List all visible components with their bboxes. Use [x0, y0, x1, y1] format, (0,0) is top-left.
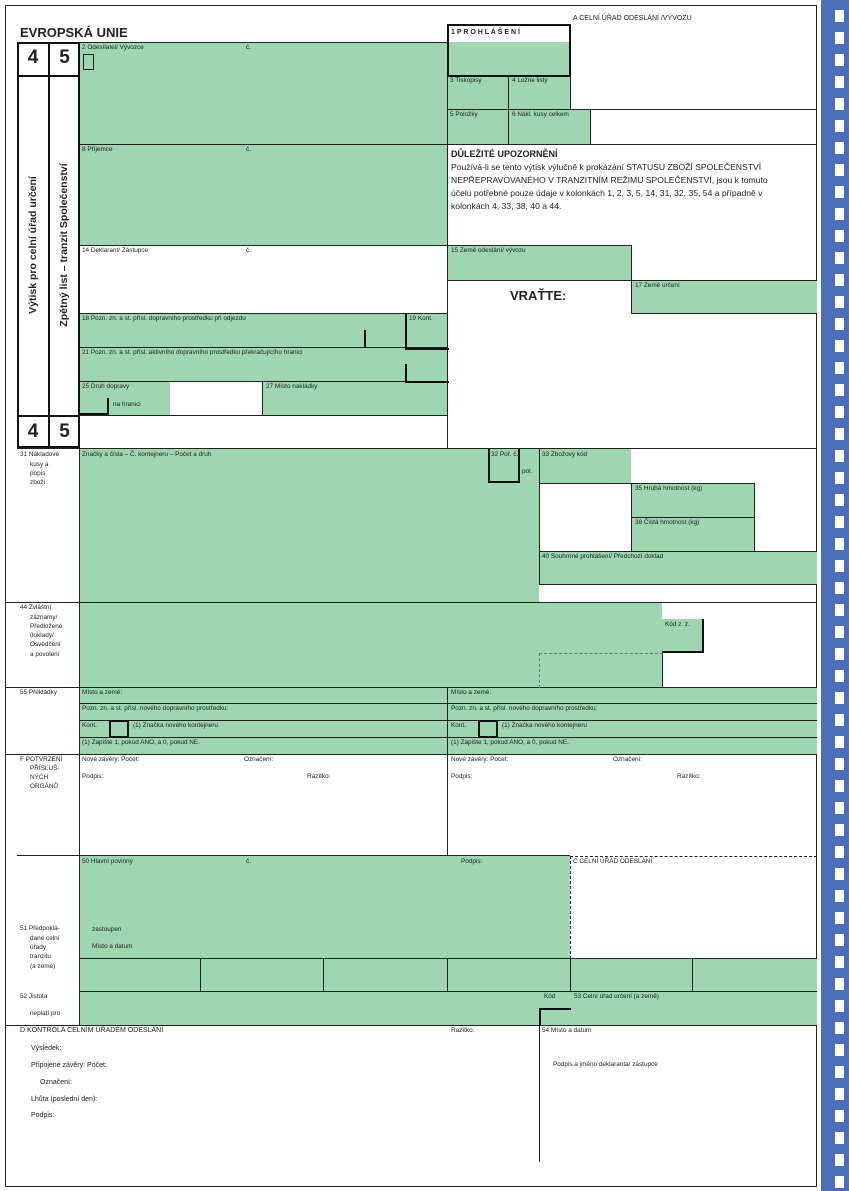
box-31-label: popis: [30, 470, 46, 477]
notice-line: Používá-li se tento výtisk výlučně k prokázání STATUSU ZBOŽÍ SPOLEČENSTVÍ: [451, 162, 762, 172]
box-17-label: 17 Země určení: [635, 282, 680, 289]
binding-hole: [835, 714, 844, 726]
box-44-label: a povolení: [30, 651, 60, 658]
box-c-label: C CELNÍ ÚŘAD ODESLÁNÍ: [573, 858, 653, 865]
binding-hole: [835, 472, 844, 484]
box-51-label: dané celní: [30, 935, 60, 942]
binding-hole: [835, 912, 844, 924]
binding-hole: [835, 1154, 844, 1166]
box-50-represented: zastoupen: [92, 926, 122, 933]
box-14-label: 14 Deklarant/ Zástupce: [82, 247, 149, 254]
declaration-title: 1 P R O H L Á Š E N Í: [451, 29, 520, 36]
binding-hole: [835, 428, 844, 440]
binding-hole: [835, 340, 844, 352]
box-18-label: 18 Pozn. zn. a st. přísl. dopravního prostředku při odjezdu: [82, 315, 246, 322]
box-53-label: 53 Celní úřad určení (a země): [574, 993, 659, 1000]
f-title: PŘÍSLUŠ-: [30, 765, 60, 772]
binding-hole: [835, 824, 844, 836]
f-title: NÝCH: [30, 774, 49, 781]
box-52-field[interactable]: [79, 992, 817, 1025]
box-8-field[interactable]: [79, 145, 447, 245]
binding-hole: [835, 362, 844, 374]
copy-number-5-bottom: 5: [59, 421, 70, 442]
binding-hole: [835, 582, 844, 594]
box-8-label: 8 Příjemce: [82, 146, 113, 153]
binding-hole: [835, 494, 844, 506]
binding-strip: [821, 0, 849, 1191]
f-marking: Označení:: [613, 756, 643, 763]
notice-line: kolonkách 4, 33, 38, 40 a 44.: [451, 201, 562, 211]
f-seals: Nové závěry: Počet:: [451, 756, 509, 763]
d-signature: Podpis:: [31, 1112, 55, 1119]
binding-hole: [835, 142, 844, 154]
box-3-label: 3 Tiskopisy: [450, 77, 482, 84]
box-25-sub: na hranici: [113, 401, 141, 408]
box-44-label: 44 Zvláštní: [20, 604, 52, 611]
box-54-label: 54 Místo a datum: [542, 1027, 592, 1034]
copy-number-4-bottom: 4: [27, 421, 39, 442]
binding-hole: [835, 692, 844, 704]
binding-hole: [835, 54, 844, 66]
box-19-label: 19 Kont.: [409, 315, 433, 322]
transit-new-container: (1) Značka nového kontejneru: [133, 722, 218, 729]
box-44-code-label: Kód z. z.: [665, 621, 690, 628]
f-marking: Označení:: [244, 756, 274, 763]
box-8-number: č.: [246, 146, 251, 153]
box-40-label: 40 Souhrnné prohlášení/ Předchozí doklad: [542, 553, 664, 560]
box-21-label: 21 Pozn. zn. a st. přísl. aktivního dopravního prostředku překračujícího hranici: [82, 349, 303, 356]
binding-hole: [835, 604, 844, 616]
transit-place: Místo a země:: [82, 689, 123, 696]
transit-vehicle: Pozn. zn. a st. přísl. nového dopravního prostředku:: [82, 705, 229, 712]
transit-container: Kont.: [451, 722, 466, 729]
box-50-label: 50 Hlavní povinný: [82, 858, 133, 865]
binding-hole: [835, 296, 844, 308]
binding-hole: [835, 934, 844, 946]
transit-place: Místo a země:: [451, 689, 492, 696]
notice-title: DŮLEŽITÉ UPOZORNĚNÍ: [451, 149, 558, 159]
box-31-content-label: Značky a čísla – Č. kontejneru – Počet a druh: [82, 451, 212, 458]
box-51-label: tranzitu: [30, 953, 51, 960]
binding-hole: [835, 648, 844, 660]
binding-hole: [835, 758, 844, 770]
box-32-label: 32 Poř. č.: [491, 451, 519, 458]
box-50-field[interactable]: [79, 856, 570, 958]
box-50-number: č.: [246, 858, 251, 865]
d-seals: Připojené závěry: Počet:: [31, 1062, 107, 1069]
box-31-label: zboží: [30, 479, 46, 486]
box-31-label: kusy a: [30, 461, 49, 468]
f-stamp: Razítko:: [307, 773, 331, 780]
binding-hole: [835, 208, 844, 220]
binding-hole: [835, 890, 844, 902]
box-50-signature: Podpis:: [461, 858, 483, 865]
box-2-field[interactable]: [79, 42, 447, 144]
transit-new-container: (1) Značka nového kontejneru: [502, 722, 587, 729]
box-31-label: 31 Nákladové: [20, 451, 60, 458]
box-14-number: č.: [246, 247, 251, 254]
box-27-label: 27 Místo nakládky: [266, 383, 318, 390]
box-55-label: 55 Překládky: [20, 689, 57, 696]
binding-hole: [835, 736, 844, 748]
d-title: D KONTROLA CELNÍM ÚŘADEM ODESLÁNÍ: [20, 1027, 164, 1034]
binding-hole: [835, 120, 844, 132]
box-33-label: 33 Zbožový kód: [542, 451, 588, 458]
binding-hole: [835, 98, 844, 110]
binding-hole: [835, 76, 844, 88]
binding-hole: [835, 1110, 844, 1122]
box-38-label: 38 Čistá hmotnost (kg): [635, 519, 700, 526]
binding-hole: [835, 626, 844, 638]
binding-hole: [835, 1088, 844, 1100]
notice-line: NEPŘEPRAVOVANÉHO V TRANZITNÍM REŽIMU SPOLEČENSTVÍ, jsou k tomuto: [451, 175, 768, 185]
box-25-label: 25 Druh dopravy: [82, 383, 130, 390]
notice-line: účelu potřebné pouze údaje v kolonkách 1, 2, 3, 5, 14, 31, 32, 35, 54 a případně v: [451, 188, 763, 198]
side-text-copy: Výtisk pro celní úřad určení: [27, 176, 39, 314]
box-2-number: č.: [246, 44, 251, 51]
box-50-place-date: Místo a datum: [92, 943, 133, 950]
return-heading: VRAŤTE:: [510, 288, 567, 303]
f-signature: Podpis:: [451, 773, 473, 780]
binding-hole: [835, 516, 844, 528]
side-text-return: Zpětný list – tranzit Společenství: [58, 163, 70, 327]
binding-hole: [835, 1066, 844, 1078]
box-51-label: 51 Předpoklá-: [20, 925, 60, 932]
binding-hole: [835, 560, 844, 572]
binding-hole: [835, 252, 844, 264]
box-44-top[interactable]: [539, 602, 662, 619]
d-deadline: Lhůta (poslední den):: [31, 1096, 98, 1103]
checkbox-icon[interactable]: [83, 54, 94, 70]
binding-hole: [835, 1044, 844, 1056]
box-44-label: doklady/: [30, 632, 54, 639]
binding-hole: [835, 802, 844, 814]
binding-hole: [835, 406, 844, 418]
transit-note: (1) Zapište 1, pokud ANO, a 0, pokud NE.: [82, 739, 200, 746]
box-4-label: 4 Ložné listy: [512, 77, 548, 84]
box-32-sub: pol.: [522, 468, 533, 475]
f-title: ORGÁNŮ: [30, 783, 59, 790]
box-44-label: záznamy/: [30, 614, 58, 621]
f-signature: Podpis:: [82, 773, 104, 780]
box-35-label: 35 Hrubá hmotnost (kg): [635, 485, 703, 492]
binding-hole: [835, 230, 844, 242]
box-52-code: Kód: [544, 993, 556, 1000]
d-result: Výsledek:: [31, 1045, 62, 1052]
binding-hole: [835, 538, 844, 550]
box-54-signature: Podpis a jméno deklaranta/ zástupce: [553, 1061, 658, 1068]
binding-hole: [835, 1176, 844, 1188]
binding-hole: [835, 10, 844, 22]
box-51-field[interactable]: [79, 958, 817, 992]
binding-hole: [835, 1132, 844, 1144]
binding-hole: [835, 868, 844, 880]
binding-hole: [835, 978, 844, 990]
binding-hole: [835, 186, 844, 198]
binding-hole: [835, 846, 844, 858]
f-title: F POTVRZENÍ: [20, 756, 63, 763]
binding-hole: [835, 1000, 844, 1012]
binding-hole: [835, 780, 844, 792]
box-2-label: 2 Odesílatel/ Vývozce: [82, 44, 144, 51]
binding-hole: [835, 384, 844, 396]
box-44-label: Předložené: [30, 623, 63, 630]
f-seals: Nové závěry: Počet:: [82, 756, 140, 763]
copy-number-5-top: 5: [59, 47, 70, 68]
binding-hole: [835, 670, 844, 682]
box-a-label: A CELNÍ ÚŘAD ODESLÁNÍ /VÝVOZU: [573, 15, 692, 22]
f-stamp: Razítko:: [677, 773, 701, 780]
box-51-label: úřady: [30, 944, 46, 951]
box-31-field[interactable]: [79, 449, 539, 602]
binding-hole: [835, 274, 844, 286]
box-52-label: 52 Jistota: [20, 993, 48, 1000]
binding-hole: [835, 164, 844, 176]
box-44-label: Osvědčení: [30, 641, 61, 648]
box-5-label: 5 Položky: [450, 111, 478, 118]
binding-hole: [835, 1022, 844, 1034]
transit-container: Kont.: [82, 722, 97, 729]
box-6-label: 6 Nákl. kusy celkem: [512, 111, 569, 118]
d-stamp: Razítko:: [451, 1027, 475, 1034]
transit-vehicle: Pozn. zn. a st. přísl. nového dopravního prostředku:: [451, 705, 598, 712]
binding-hole: [835, 956, 844, 968]
copy-number-4-top: 4: [27, 47, 39, 68]
box-51-label: (a země): [30, 963, 56, 970]
page-title: EVROPSKÁ UNIE: [20, 25, 128, 40]
box-15-label: 15 Země odeslání/ vývozu: [451, 247, 526, 254]
box-52-sub: neplatí pro: [30, 1010, 61, 1017]
transit-note: (1) Zapište 1, pokud ANO, a 0, pokud NE.: [451, 739, 569, 746]
binding-hole: [835, 32, 844, 44]
binding-hole: [835, 450, 844, 462]
d-marking: Označení:: [40, 1079, 72, 1086]
binding-hole: [835, 318, 844, 330]
